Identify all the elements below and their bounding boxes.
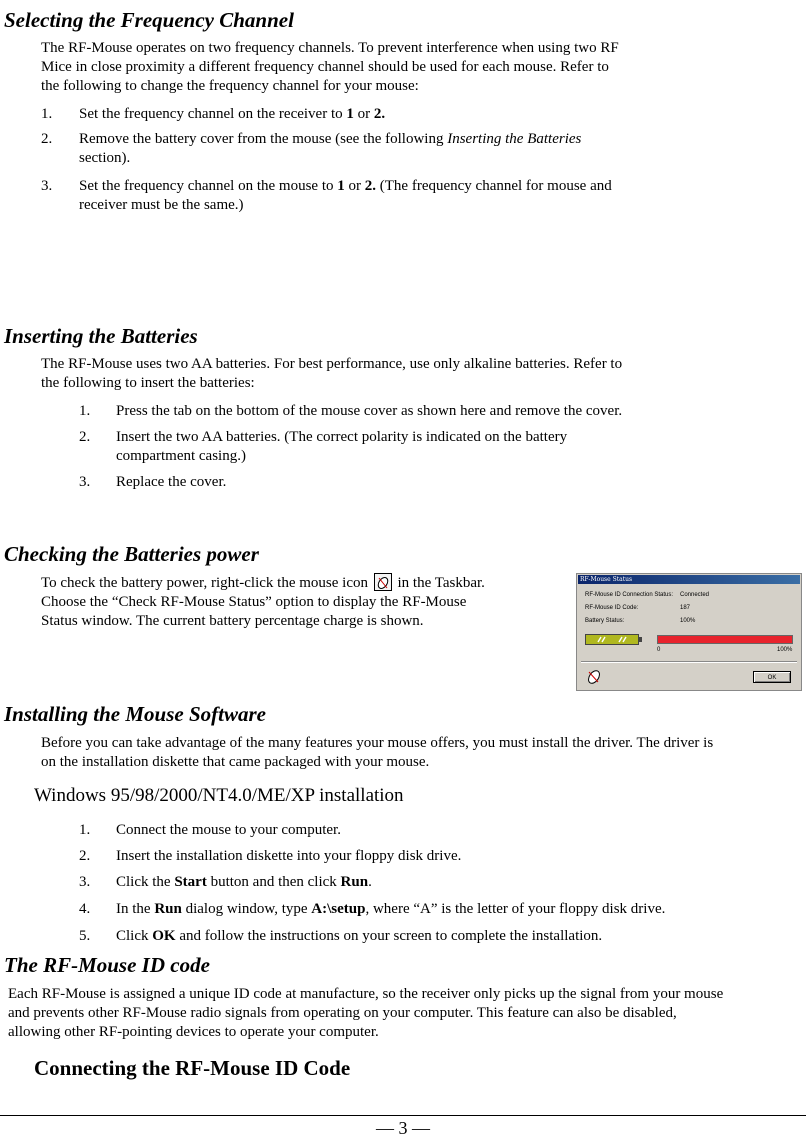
idcode-line: allowing other RF-pointing devices to operate your computer. bbox=[8, 1024, 379, 1040]
list-item bbox=[41, 177, 741, 215]
list-text-cont: receiver must be the same.) bbox=[79, 197, 244, 213]
status-window-titlebar bbox=[578, 575, 800, 584]
rf-mouse-status-window bbox=[576, 573, 802, 691]
list-text-cont: section). bbox=[79, 150, 131, 166]
section-title-frequency: Selecting the Frequency Channel bbox=[4, 8, 294, 32]
list-text: Replace the cover. bbox=[116, 474, 227, 490]
idcode-text bbox=[8, 985, 804, 1042]
list-text: Connect the mouse to your computer. bbox=[116, 822, 341, 838]
list-number: 2. bbox=[41, 131, 53, 147]
section-title-software: Installing the Mouse Software bbox=[4, 702, 266, 726]
idcode-line: and prevents other RF-Mouse radio signals from operating on your computer. This feature can also be disabled, bbox=[8, 1005, 677, 1021]
power-line: To check the battery power, right-click the mouse icon in the Taskbar. bbox=[41, 575, 485, 591]
batteries-intro-line: The RF-Mouse uses two AA batteries. For best performance, use only alkaline batteries. Refer to bbox=[41, 356, 623, 372]
list-text-cont: compartment casing.) bbox=[116, 448, 246, 464]
list-item bbox=[79, 402, 779, 421]
list-number: 1. bbox=[41, 106, 53, 122]
software-intro-line: Before you can take advantage of the many features your mouse offers, you must install the driver. The driver is bbox=[41, 735, 714, 751]
section-title-batteries: Inserting the Batteries bbox=[4, 324, 198, 348]
list-number: 4. bbox=[79, 901, 91, 917]
idcode-line: Each RF-Mouse is assigned a unique ID code at manufacture, so the receiver only picks up the signal from your mouse bbox=[8, 986, 724, 1002]
battery-status-label: Battery Status: bbox=[585, 618, 625, 624]
section-title-power: Checking the Batteries power bbox=[4, 542, 259, 566]
list-text: Set the frequency channel on the mouse to 1 or 2. (The frequency channel for mouse and bbox=[79, 178, 612, 194]
frequency-intro-line: Mice in close proximity a different frequency channel should be used for each mouse. Refer to bbox=[41, 59, 609, 75]
battery-status-value: 100% bbox=[680, 618, 696, 624]
section-title-idcode: The RF-Mouse ID code bbox=[4, 953, 210, 977]
list-text: Click the Start button and then click Run. bbox=[116, 874, 372, 890]
page-number: — 3 — bbox=[376, 1118, 430, 1138]
list-text: In the Run dialog window, type A:\setup, where “A” is the letter of your floppy disk drive. bbox=[116, 901, 666, 917]
frequency-intro-line: the following to change the frequency channel for your mouse: bbox=[41, 78, 419, 94]
id-code-value: 187 bbox=[680, 605, 691, 611]
list-number: 3. bbox=[41, 178, 53, 194]
list-item bbox=[41, 105, 741, 124]
list-number: 2. bbox=[79, 429, 91, 445]
battery-tip bbox=[639, 637, 642, 642]
connection-status-label: RF-Mouse ID Connection Status: bbox=[585, 592, 674, 598]
scale-max-label: 100% bbox=[777, 647, 793, 653]
battery-icon bbox=[585, 634, 639, 645]
battery-progress-bar bbox=[657, 635, 793, 644]
battery-progress-fill bbox=[658, 636, 792, 643]
idcode-subtitle: Connecting the RF-Mouse ID Code bbox=[34, 1056, 351, 1080]
list-text: Remove the battery cover from the mouse (see the following Inserting the Batteries bbox=[79, 131, 582, 147]
list-text: Insert the installation diskette into your floppy disk drive. bbox=[116, 848, 462, 864]
list-number: 1. bbox=[79, 822, 91, 838]
list-item bbox=[79, 428, 779, 466]
scale-min-label: 0 bbox=[657, 647, 661, 653]
frequency-intro bbox=[41, 39, 721, 96]
frequency-intro-line: The RF-Mouse operates on two frequency channels. To prevent interference when using two RF bbox=[41, 40, 619, 56]
list-number: 5. bbox=[79, 928, 91, 944]
list-item bbox=[79, 473, 779, 492]
software-subtitle: Windows 95/98/2000/NT4.0/ME/XP installation bbox=[34, 785, 404, 806]
power-line: Choose the “Check RF-Mouse Status” option to display the RF-Mouse bbox=[41, 594, 467, 610]
batteries-intro-line: the following to insert the batteries: bbox=[41, 375, 255, 391]
id-code-label: RF-Mouse ID Code: bbox=[585, 605, 639, 611]
list-item bbox=[79, 927, 779, 946]
list-number: 2. bbox=[79, 848, 91, 864]
list-number: 3. bbox=[79, 874, 91, 890]
footer-rule bbox=[0, 1115, 806, 1116]
list-item bbox=[79, 847, 779, 866]
list-number: 1. bbox=[79, 403, 91, 419]
software-intro bbox=[41, 734, 801, 772]
status-window-divider bbox=[581, 661, 797, 663]
list-text: Press the tab on the bottom of the mouse cover as shown here and remove the cover. bbox=[116, 403, 623, 419]
list-item bbox=[79, 873, 779, 892]
ok-button[interactable]: OK bbox=[753, 671, 791, 683]
mouse-taskbar-icon bbox=[374, 573, 392, 591]
status-window-title: RF-Mouse Status bbox=[580, 576, 633, 583]
batteries-intro bbox=[41, 355, 741, 393]
list-item bbox=[41, 130, 741, 168]
list-number: 3. bbox=[79, 474, 91, 490]
power-line: Status window. The current battery percentage charge is shown. bbox=[41, 613, 424, 629]
list-item bbox=[79, 821, 779, 840]
mouse-status-icon bbox=[585, 667, 603, 685]
power-text bbox=[41, 573, 561, 631]
list-item bbox=[79, 900, 779, 919]
list-text: Set the frequency channel on the receiver to 1 or 2. bbox=[79, 106, 386, 122]
software-intro-line: on the installation diskette that came packaged with your mouse. bbox=[41, 754, 430, 770]
list-text: Insert the two AA batteries. (The correct polarity is indicated on the battery bbox=[116, 429, 568, 445]
list-text: Click OK and follow the instructions on your screen to complete the installation. bbox=[116, 928, 603, 944]
connection-status-value: Connected bbox=[680, 592, 710, 598]
